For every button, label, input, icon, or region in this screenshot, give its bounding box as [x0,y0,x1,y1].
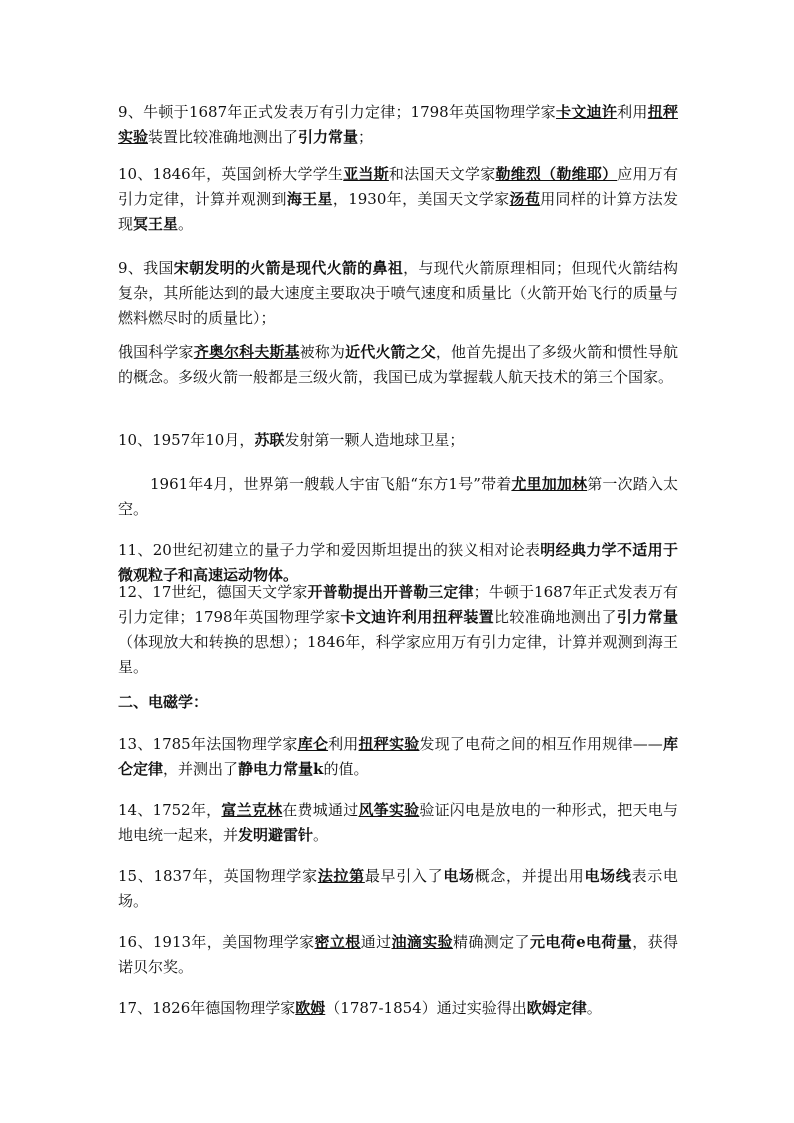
text-run: ，与现代火箭原理相同；但现代火箭结构复杂，其所能达到的最大速度主要取决于喷气速度和质量比（火箭开始飞行的质量与燃料燃尽时的质量比）； [118,259,678,327]
text-run: 比较准确地测出了 [494,608,617,626]
text-run: 利用 [328,735,359,753]
text-run: 装置比较准确地测出了 [148,128,299,146]
text-run: ； [358,128,374,146]
paragraph-17-ohm [118,996,678,1021]
bold-term: 宋朝发明的火箭是现代火箭的鼻祖 [173,259,404,277]
paragraph-9-gravitation [118,100,678,150]
bold-term: 开普勒提出开普勒三定律 [307,583,474,601]
text-run: 。 [178,215,194,233]
text-run: 15、1837年，英国物理学家 [118,867,318,885]
underlined-term: 汤苞 [509,190,541,208]
underlined-term: 风筝实验 [358,801,420,819]
underlined-term: 尤里加加林 [511,475,588,493]
bold-term: 电场 [443,867,475,885]
underlined-term: 扭秤实验 [118,103,678,146]
text-run: 9、我国 [118,259,174,277]
text-run: 1961年4月，世界第一艘载人宇宙飞船“东方1号”带着 [150,475,512,493]
underlined-term: 亚当斯 [343,165,389,183]
text-run: （1787-1854）通过实验得出 [325,999,527,1017]
text-run: 10、1846年，英国剑桥大学学生 [118,165,344,183]
text-run: 验证闪电是放电的一种形式，把天电与地电统一起来，并 [118,801,678,844]
text-run: 最早引入了 [364,867,444,885]
text-run: 利用 [617,103,648,121]
text-run: 通过 [360,933,392,951]
underlined-term: 齐奥尔科夫斯基 [193,343,300,361]
paragraph-13-coulomb [118,732,678,782]
text-run: ，他首先提出了多级火箭和惯性导航的概念。多级火箭一般都是三级火箭，我国已成为掌握载人航天技术的第三个国家。 [118,343,678,386]
bold-term: 卡文迪许利用扭秤装置 [340,608,495,626]
underlined-term: 密立根 [314,933,361,951]
text-run: 表示电场。 [118,867,678,910]
bold-term: 发明避雷针 [238,826,314,844]
text-run: 概念，并提出用 [474,867,585,885]
bold-term: 苏联 [254,431,285,449]
underlined-term: 卡文迪许 [555,103,618,121]
paragraph-tsiolkovsky [118,340,678,390]
text-run: 应用万有引力定律，计算并观测到 [118,165,678,208]
underlined-term: 欧姆 [295,999,326,1017]
paragraph-10-neptune [118,162,678,237]
paragraph-9-rocket [118,256,678,331]
text-run: 的值。 [323,760,369,778]
bold-term: 库仑定律 [118,735,678,778]
text-run: 用同样的计算方法发现 [118,190,678,233]
paragraph-12-kepler [118,580,678,680]
section-heading-electromagnetism [118,690,678,715]
bold-term: 静电力常量k [238,760,324,778]
paragraph-16-millikan [118,930,678,980]
bold-term: 海王星 [286,190,333,208]
bold-term: 元电荷e电荷量 [529,933,633,951]
text-run: 。 [313,826,329,844]
bold-term: 引力常量 [616,608,678,626]
text-run: ，并测出了 [163,760,239,778]
text-run: （体现放大和转换的思想）；1846年，科学家应用万有引力定律，计算并观测到海王星。 [118,633,678,676]
bold-term: 冥王星 [133,215,179,233]
underlined-term: 富兰克林 [221,801,283,819]
text-run: 发现了电荷之间的相互作用规律—— [419,735,663,753]
text-run: 。 [586,999,602,1017]
text-run: 被称为 [299,343,346,361]
text-run: 13、1785年法国物理学家 [118,735,298,753]
bold-term: 明经典力学不适用于微观粒子和高速运动物体。 [118,541,678,584]
text-run: 10、1957年10月， [118,431,255,449]
paragraph-10-satellite [118,428,678,453]
bold-term: 二、电磁学： [118,693,209,711]
bold-term: 欧姆定律 [526,999,587,1017]
text-run: 俄国科学家 [118,343,194,361]
text-run: 9、牛顿于1687年正式发表万有引力定律；1798年英国物理学家 [118,103,556,121]
text-run: ；牛顿于1687年正式发表万有引力定律；1798年英国物理学家 [118,583,678,626]
paragraph-1961-gagarin [118,472,678,522]
underlined-term: 勒维烈（勒维耶） [495,165,618,183]
text-run: 14、1752年， [118,801,222,819]
text-run: 12、17世纪，德国天文学家 [118,583,308,601]
underlined-term: 库仑 [297,735,329,753]
text-run: 和法国天文学家 [388,165,496,183]
underlined-term: 法拉第 [317,867,365,885]
text-run: 11、20世纪初建立的量子力学和爱因斯坦提出的狭义相对论表 [118,541,541,559]
text-run: 在费城通过 [282,801,359,819]
underlined-term: 油滴实验 [391,933,454,951]
text-run: 发射第一颗人造地球卫星； [284,431,465,449]
text-run: 精确测定了 [453,933,530,951]
text-run: 17、1826年德国物理学家 [118,999,296,1017]
bold-term: 引力常量 [298,128,359,146]
bold-term: 近代火箭之父 [345,343,436,361]
text-run: ，1930年，美国天文学家 [332,190,510,208]
paragraph-14-franklin [118,798,678,848]
text-run: 第一次踏入太空。 [118,475,678,518]
underlined-term: 扭秤实验 [358,735,420,753]
paragraph-15-faraday [118,864,678,914]
text-run: 16、1913年，美国物理学家 [118,933,315,951]
text-run: ，获得诺贝尔奖。 [118,933,678,976]
bold-term: 电场线 [584,867,632,885]
